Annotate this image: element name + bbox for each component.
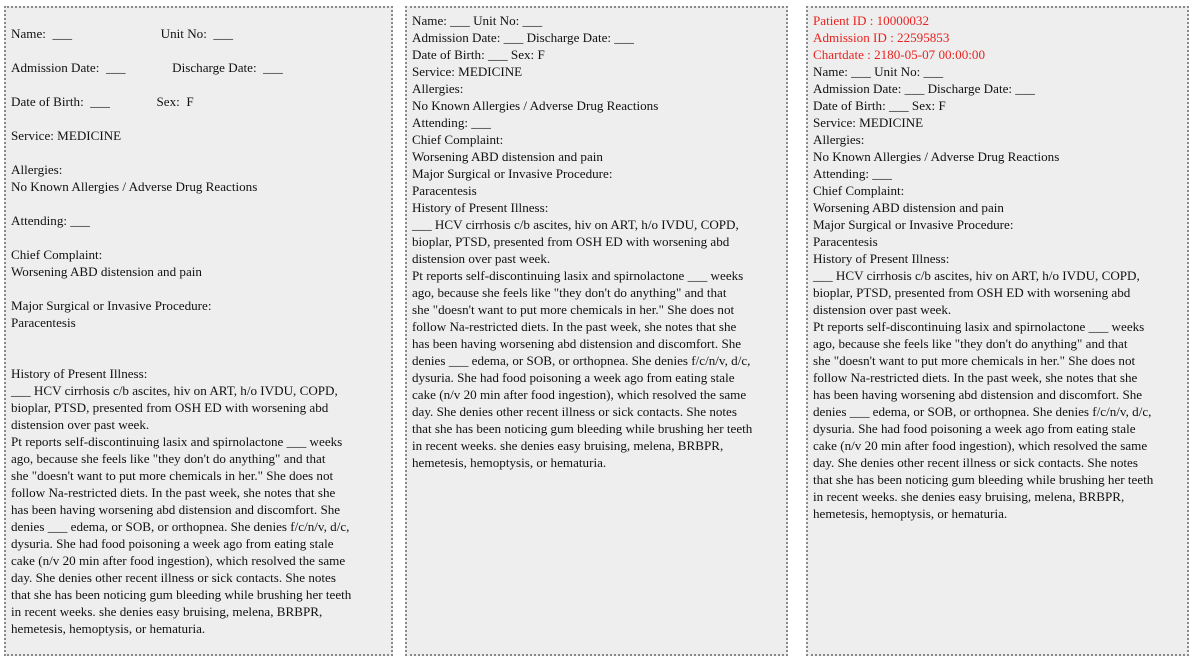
allergies-value: No Known Allergies / Adverse Drug Reactions — [11, 179, 258, 194]
note-line: hemetesis, hemoptysis, or hematuria. — [813, 506, 1008, 521]
hpi-text — [11, 382, 386, 637]
note-line: follow Na-restricted diets. In the past week, she notes that she — [813, 370, 1138, 385]
note-line: Worsening ABD distension and pain — [412, 149, 603, 164]
patient-id-header — [813, 12, 1182, 63]
note-line: Chief Complaint: — [412, 132, 504, 147]
note-line: No Known Allergies / Adverse Drug Reactions — [813, 149, 1060, 164]
name-label: Name: — [11, 26, 46, 41]
id-header-line: Patient ID : 10000032 — [813, 13, 930, 28]
note-line: Service: MEDICINE — [813, 115, 924, 130]
note-line: she "doesn't want to put more chemicals in her." She does not — [412, 302, 735, 317]
dob-sex-row — [11, 93, 386, 110]
note-line: Admission Date: ___ Discharge Date: ___ — [813, 81, 1035, 96]
note-line: History of Present Illness: — [412, 200, 549, 215]
name-value: ___ — [52, 26, 73, 41]
note-line: denies ___ edema, or SOB, or orthopnea. She denies f/c/n/v, d/c, — [813, 404, 1152, 419]
note-line: Date of Birth: ___ Sex: F — [412, 47, 545, 62]
note-body — [407, 8, 786, 471]
note-line: No Known Allergies / Adverse Drug Reactions — [412, 98, 659, 113]
note-body — [6, 8, 391, 637]
hpi-line: hemetesis, hemoptysis, or hematuria. — [11, 621, 206, 636]
note-line: day. She denies other recent illness or sick contacts. She notes — [412, 404, 737, 419]
discharge-note-panel-formatted — [4, 6, 393, 656]
note-line: Major Surgical or Invasive Procedure: — [813, 217, 1014, 232]
note-line: that she has been noticing gum bleeding while brushing her teeth — [813, 472, 1154, 487]
note-line: ago, because she feels like "they don't do anything" and that — [412, 285, 727, 300]
note-line: cake (n/v 20 min after food ingestion), which resolved the same — [813, 438, 1148, 453]
note-line: Paracentesis — [412, 183, 477, 198]
note-line: distension over past week. — [813, 302, 952, 317]
note-line: ago, because she feels like "they don't do anything" and that — [813, 336, 1128, 351]
hpi-line: cake (n/v 20 min after food ingestion), which resolved the same — [11, 553, 346, 568]
hpi-line: she "doesn't want to put more chemicals in her." She does not — [11, 468, 334, 483]
note-line: denies ___ edema, or SOB, or orthopnea. She denies f/c/n/v, d/c, — [412, 353, 751, 368]
hpi-line: that she has been noticing gum bleeding while brushing her teeth — [11, 587, 352, 602]
note-line: she "doesn't want to put more chemicals in her." She does not — [813, 353, 1136, 368]
dob-label: Date of Birth: — [11, 94, 84, 109]
note-line: Major Surgical or Invasive Procedure: — [412, 166, 613, 181]
note-line: Pt reports self-discontinuing lasix and spirnolactone ___ weeks — [412, 268, 744, 283]
hpi-line: denies ___ edema, or SOB, or orthopnea. She denies f/c/n/v, d/c, — [11, 519, 350, 534]
note-line: Worsening ABD distension and pain — [813, 200, 1004, 215]
note-line: dysuria. She had food poisoning a week ago from eating stale — [813, 421, 1136, 436]
note-line: has been having worsening abd distension and discomfort. She — [412, 336, 742, 351]
hpi-line: ___ HCV cirrhosis c/b ascites, hiv on ART, h/o IVDU, COPD, — [11, 383, 338, 398]
chief-complaint-value: Worsening ABD distension and pain — [11, 264, 202, 279]
allergies-heading: Allergies: — [11, 162, 63, 177]
attending-line: Attending: ___ — [11, 213, 90, 228]
discharge-value: ___ — [263, 60, 283, 75]
id-header-line: Admission ID : 22595853 — [813, 30, 950, 45]
note-line: Name: ___ Unit No: ___ — [813, 64, 944, 79]
note-line: day. She denies other recent illness or sick contacts. She notes — [813, 455, 1138, 470]
note-line: Service: MEDICINE — [412, 64, 523, 79]
note-line: Pt reports self-discontinuing lasix and spirnolactone ___ weeks — [813, 319, 1145, 334]
note-line: Chief Complaint: — [813, 183, 905, 198]
sex-label: Sex: — [156, 94, 180, 109]
hpi-line: has been having worsening abd distension and discomfort. She — [11, 502, 341, 517]
note-body — [808, 8, 1187, 522]
admission-discharge-row — [11, 59, 386, 76]
hpi-line: in recent weeks. she denies easy bruising, melena, BRBPR, — [11, 604, 323, 619]
note-line: distension over past week. — [412, 251, 551, 266]
hpi-line: distension over past week. — [11, 417, 150, 432]
note-line: Attending: ___ — [412, 115, 491, 130]
name-unit-row — [11, 25, 386, 42]
procedure-heading: Major Surgical or Invasive Procedure: — [11, 298, 212, 313]
note-line: in recent weeks. she denies easy bruising, melena, BRBPR, — [412, 438, 724, 453]
hpi-line: dysuria. She had food poisoning a week ago from eating stale — [11, 536, 334, 551]
procedure-value: Paracentesis — [11, 315, 76, 330]
note-line: cake (n/v 20 min after food ingestion), which resolved the same — [412, 387, 747, 402]
hpi-line: bioplar, PTSD, presented from OSH ED with worsening abd — [11, 400, 329, 415]
admission-label: Admission Date: — [11, 60, 100, 75]
discharge-label: Discharge Date: — [172, 60, 257, 75]
hpi-line: day. She denies other recent illness or sick contacts. She notes — [11, 570, 336, 585]
note-line: ___ HCV cirrhosis c/b ascites, hiv on ART, h/o IVDU, COPD, — [813, 268, 1140, 283]
note-line: Name: ___ Unit No: ___ — [412, 13, 543, 28]
note-line: bioplar, PTSD, presented from OSH ED with worsening abd — [813, 285, 1131, 300]
dob-value: ___ — [90, 94, 110, 109]
note-line: Paracentesis — [813, 234, 878, 249]
hpi-heading: History of Present Illness: — [11, 366, 148, 381]
discharge-note-panel-with-ids — [806, 6, 1189, 656]
note-line: that she has been noticing gum bleeding while brushing her teeth — [412, 421, 753, 436]
note-line: History of Present Illness: — [813, 251, 950, 266]
note-line: Admission Date: ___ Discharge Date: ___ — [412, 30, 634, 45]
note-line: hemetesis, hemoptysis, or hematuria. — [412, 455, 607, 470]
note-line: Allergies: — [412, 81, 464, 96]
discharge-note-panel-compact — [405, 6, 788, 656]
id-header-line: Chartdate : 2180-05-07 00:00:00 — [813, 47, 986, 62]
service-line: Service: MEDICINE — [11, 128, 122, 143]
unit-label: Unit No: — [160, 26, 207, 41]
note-line: Date of Birth: ___ Sex: F — [813, 98, 946, 113]
note-line: Attending: ___ — [813, 166, 892, 181]
sex-value: F — [186, 94, 194, 109]
note-line: has been having worsening abd distension and discomfort. She — [813, 387, 1143, 402]
note-line: ___ HCV cirrhosis c/b ascites, hiv on ART, h/o IVDU, COPD, — [412, 217, 739, 232]
hpi-line: Pt reports self-discontinuing lasix and spirnolactone ___ weeks — [11, 434, 343, 449]
chief-complaint-heading: Chief Complaint: — [11, 247, 103, 262]
note-line: follow Na-restricted diets. In the past week, she notes that she — [412, 319, 737, 334]
note-line: bioplar, PTSD, presented from OSH ED with worsening abd — [412, 234, 730, 249]
note-line: in recent weeks. she denies easy bruising, melena, BRBPR, — [813, 489, 1125, 504]
admission-value: ___ — [105, 60, 126, 75]
hpi-line: follow Na-restricted diets. In the past week, she notes that she — [11, 485, 336, 500]
hpi-line: ago, because she feels like "they don't do anything" and that — [11, 451, 326, 466]
note-line: dysuria. She had food poisoning a week ago from eating stale — [412, 370, 735, 385]
note-line: Allergies: — [813, 132, 865, 147]
unit-value: ___ — [213, 26, 234, 41]
note-lines — [813, 63, 1182, 522]
